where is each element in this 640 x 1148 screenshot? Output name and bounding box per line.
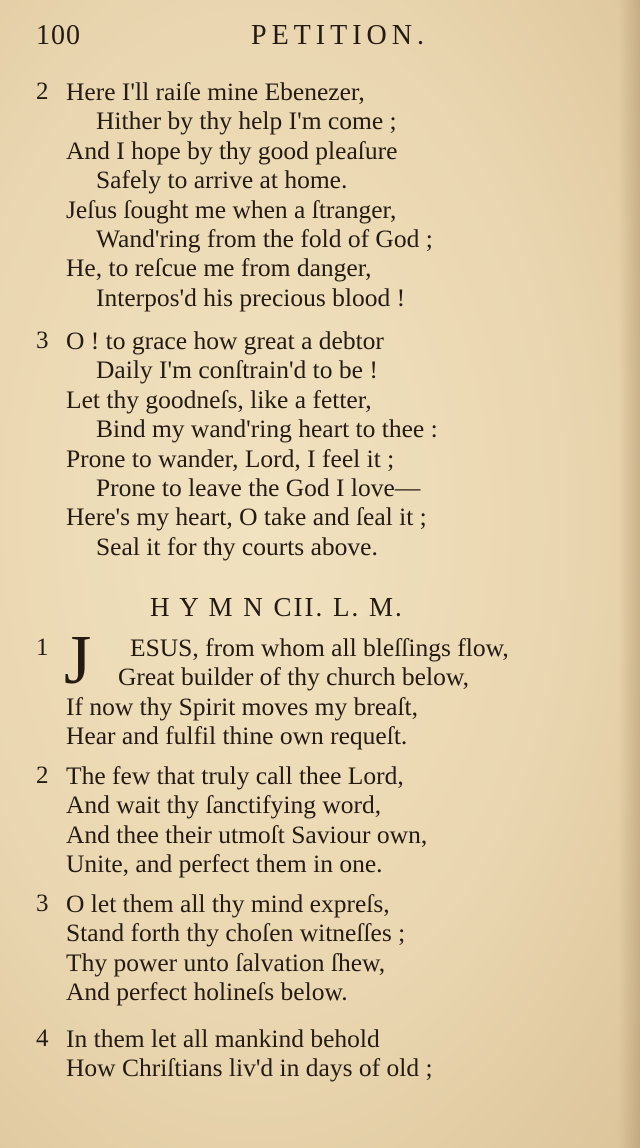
verse-line: If now thy Spirit moves my breaſt, [66,691,418,721]
hymn-stanza-1 [36,633,616,751]
hymn-title: H Y M N CII. L. M. [150,592,404,622]
verse-line: ESUS, from whom all bleſſings flow, [130,633,509,662]
page-header [36,20,606,56]
verse-line: Daily I'm conſtrain'd to be ! [96,355,378,385]
verse-line: Here I'll raiſe mine Ebenezer, [66,77,365,106]
verse-line: O let them all thy mind expreſs, [66,889,390,918]
verse-line: He, to reſcue me from danger, [66,253,372,283]
verse-line: Seal it for thy courts above. [96,531,378,561]
stanza-number: 3 [36,327,49,354]
verse-line: And perfect holineſs below. [66,977,348,1007]
verse-line: Let thy goodneſs, like a fetter, [66,384,372,414]
stanza-number: 3 [36,890,49,917]
verse-line: Thy power unto ſalvation ſhew, [66,947,386,977]
stanza-2 [36,77,616,312]
page-edge-shadow [618,0,640,1148]
verse-line: How Chriſtians liv'd in days of old ; [66,1053,433,1083]
hymn-stanza-4 [36,1024,616,1083]
verse-line: Stand forth thy choſen witneſſes ; [66,918,406,948]
verse-line: Great builder of thy church below, [118,662,469,692]
running-title: PETITION. [251,20,429,51]
hymn-stanza-3 [36,889,616,1007]
stanza-number: 4 [36,1025,49,1052]
verse-line: Hither by thy help I'm come ; [96,106,397,136]
stanza-number: 2 [36,762,49,789]
page-number: 100 [36,20,81,51]
verse-line: Interpos'd his precious blood ! [96,282,406,312]
verse-line: And wait thy ſanctifying word, [66,790,382,820]
verse-line: Jeſus ſought me when a ſtranger, [66,194,397,224]
verse-line: Unite, and perfect them in one. [66,849,383,879]
hymn-stanza-2 [36,761,616,879]
stanza-number: 1 [36,634,49,661]
verse-line: The few that truly call thee Lord, [66,761,404,790]
verse-line: Here's my heart, O take and ſeal it ; [66,502,427,532]
verse-line: And thee their utmoſt Saviour own, [66,819,428,849]
verse-line: In them let all mankind behold [66,1024,380,1053]
verse-line: Bind my wand'ring heart to thee : [96,414,438,444]
verse-line: Wand'ring from the fold of God ; [96,223,433,253]
verse-line: Prone to wander, Lord, I feel it ; [66,443,395,473]
verse-line: Prone to leave the God I love— [96,472,421,502]
verse-line: Hear and fulfil thine own requeſt. [66,721,408,751]
verse-line: Safely to arrive at home. [96,165,348,195]
drop-cap: J [64,622,92,699]
verse-line: And I hope by thy good pleaſure [66,135,398,165]
verse-line: O ! to grace how great a debtor [66,326,384,355]
stanza-3 [36,326,616,561]
stanza-number: 2 [36,78,49,105]
